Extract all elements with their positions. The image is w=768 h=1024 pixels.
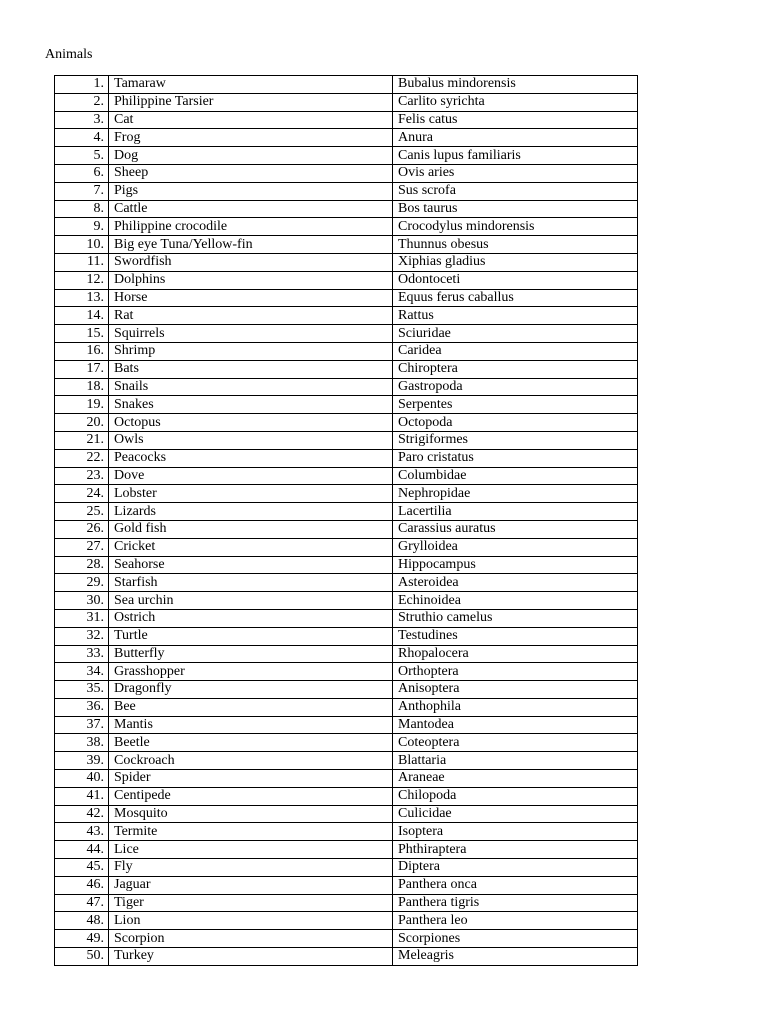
common-name-cell: Bee: [109, 698, 393, 716]
common-name-cell: Horse: [109, 289, 393, 307]
table-row: [55, 912, 638, 930]
common-name-cell: Rat: [109, 307, 393, 325]
row-number: 3.: [55, 111, 109, 129]
row-number: 28.: [55, 556, 109, 574]
common-name-cell: Tiger: [109, 894, 393, 912]
scientific-name-cell: Panthera leo: [393, 912, 638, 930]
row-number: 40.: [55, 770, 109, 788]
table-row: [55, 76, 638, 94]
table-row: [55, 734, 638, 752]
table-row: [55, 342, 638, 360]
scientific-name-cell: Sus scrofa: [393, 182, 638, 200]
common-name-cell: Lobster: [109, 485, 393, 503]
table-row: [55, 859, 638, 877]
scientific-name-cell: Blattaria: [393, 752, 638, 770]
scientific-name-cell: Asteroidea: [393, 574, 638, 592]
row-number: 48.: [55, 912, 109, 930]
row-number: 12.: [55, 271, 109, 289]
common-name-cell: Swordfish: [109, 253, 393, 271]
table-row: [55, 164, 638, 182]
row-number: 30.: [55, 592, 109, 610]
table-row: [55, 360, 638, 378]
table-row: [55, 894, 638, 912]
table-row: [55, 841, 638, 859]
table-row: [55, 485, 638, 503]
row-number: 50.: [55, 948, 109, 966]
table-row: [55, 538, 638, 556]
common-name-cell: Spider: [109, 770, 393, 788]
scientific-name-cell: Xiphias gladius: [393, 253, 638, 271]
scientific-name-cell: Nephropidae: [393, 485, 638, 503]
table-row: [55, 93, 638, 111]
common-name-cell: Butterfly: [109, 645, 393, 663]
table-row: [55, 378, 638, 396]
row-number: 6.: [55, 164, 109, 182]
scientific-name-cell: Columbidae: [393, 467, 638, 485]
scientific-name-cell: Gastropoda: [393, 378, 638, 396]
animals-table-body: [55, 76, 638, 966]
common-name-cell: Gold fish: [109, 520, 393, 538]
scientific-name-cell: Phthiraptera: [393, 841, 638, 859]
table-row: [55, 289, 638, 307]
scientific-name-cell: Felis catus: [393, 111, 638, 129]
common-name-cell: Fly: [109, 859, 393, 877]
common-name-cell: Lizards: [109, 503, 393, 521]
scientific-name-cell: Serpentes: [393, 396, 638, 414]
table-row: [55, 930, 638, 948]
row-number: 41.: [55, 787, 109, 805]
scientific-name-cell: Scorpiones: [393, 930, 638, 948]
table-row: [55, 698, 638, 716]
table-row: [55, 752, 638, 770]
row-number: 1.: [55, 76, 109, 94]
common-name-cell: Snakes: [109, 396, 393, 414]
row-number: 9.: [55, 218, 109, 236]
scientific-name-cell: Thunnus obesus: [393, 236, 638, 254]
common-name-cell: Pigs: [109, 182, 393, 200]
table-row: [55, 556, 638, 574]
row-number: 26.: [55, 520, 109, 538]
scientific-name-cell: Panthera onca: [393, 876, 638, 894]
scientific-name-cell: Caridea: [393, 342, 638, 360]
scientific-name-cell: Anura: [393, 129, 638, 147]
scientific-name-cell: Bubalus mindorensis: [393, 76, 638, 94]
table-row: [55, 271, 638, 289]
scientific-name-cell: Panthera tigris: [393, 894, 638, 912]
common-name-cell: Cat: [109, 111, 393, 129]
scientific-name-cell: Chiroptera: [393, 360, 638, 378]
row-number: 15.: [55, 325, 109, 343]
table-row: [55, 414, 638, 432]
table-row: [55, 503, 638, 521]
scientific-name-cell: Meleagris: [393, 948, 638, 966]
common-name-cell: Turkey: [109, 948, 393, 966]
common-name-cell: Turtle: [109, 627, 393, 645]
table-row: [55, 520, 638, 538]
row-number: 18.: [55, 378, 109, 396]
scientific-name-cell: Odontoceti: [393, 271, 638, 289]
row-number: 23.: [55, 467, 109, 485]
row-number: 19.: [55, 396, 109, 414]
row-number: 25.: [55, 503, 109, 521]
common-name-cell: Philippine crocodile: [109, 218, 393, 236]
table-row: [55, 681, 638, 699]
common-name-cell: Mosquito: [109, 805, 393, 823]
common-name-cell: Jaguar: [109, 876, 393, 894]
table-row: [55, 574, 638, 592]
common-name-cell: Cricket: [109, 538, 393, 556]
row-number: 2.: [55, 93, 109, 111]
row-number: 47.: [55, 894, 109, 912]
common-name-cell: Sea urchin: [109, 592, 393, 610]
table-row: [55, 431, 638, 449]
scientific-name-cell: Struthio camelus: [393, 609, 638, 627]
common-name-cell: Philippine Tarsier: [109, 93, 393, 111]
common-name-cell: Termite: [109, 823, 393, 841]
row-number: 33.: [55, 645, 109, 663]
row-number: 11.: [55, 253, 109, 271]
table-row: [55, 147, 638, 165]
table-row: [55, 307, 638, 325]
scientific-name-cell: Ovis aries: [393, 164, 638, 182]
scientific-name-cell: Araneae: [393, 770, 638, 788]
row-number: 24.: [55, 485, 109, 503]
common-name-cell: Tamaraw: [109, 76, 393, 94]
common-name-cell: Shrimp: [109, 342, 393, 360]
scientific-name-cell: Equus ferus caballus: [393, 289, 638, 307]
scientific-name-cell: Culicidae: [393, 805, 638, 823]
scientific-name-cell: Isoptera: [393, 823, 638, 841]
common-name-cell: Cattle: [109, 200, 393, 218]
row-number: 20.: [55, 414, 109, 432]
table-row: [55, 325, 638, 343]
common-name-cell: Cockroach: [109, 752, 393, 770]
row-number: 14.: [55, 307, 109, 325]
scientific-name-cell: Testudines: [393, 627, 638, 645]
common-name-cell: Lion: [109, 912, 393, 930]
row-number: 27.: [55, 538, 109, 556]
table-row: [55, 876, 638, 894]
common-name-cell: Dog: [109, 147, 393, 165]
row-number: 4.: [55, 129, 109, 147]
row-number: 13.: [55, 289, 109, 307]
scientific-name-cell: Crocodylus mindorensis: [393, 218, 638, 236]
scientific-name-cell: Paro cristatus: [393, 449, 638, 467]
scientific-name-cell: Carlito syrichta: [393, 93, 638, 111]
row-number: 42.: [55, 805, 109, 823]
table-row: [55, 200, 638, 218]
row-number: 49.: [55, 930, 109, 948]
row-number: 36.: [55, 698, 109, 716]
table-row: [55, 396, 638, 414]
common-name-cell: Owls: [109, 431, 393, 449]
common-name-cell: Frog: [109, 129, 393, 147]
common-name-cell: Dove: [109, 467, 393, 485]
common-name-cell: Lice: [109, 841, 393, 859]
table-row: [55, 129, 638, 147]
row-number: 38.: [55, 734, 109, 752]
scientific-name-cell: Octopoda: [393, 414, 638, 432]
table-row: [55, 787, 638, 805]
row-number: 10.: [55, 236, 109, 254]
scientific-name-cell: Lacertilia: [393, 503, 638, 521]
scientific-name-cell: Diptera: [393, 859, 638, 877]
common-name-cell: Dragonfly: [109, 681, 393, 699]
row-number: 5.: [55, 147, 109, 165]
table-row: [55, 663, 638, 681]
row-number: 45.: [55, 859, 109, 877]
scientific-name-cell: Coteoptera: [393, 734, 638, 752]
row-number: 37.: [55, 716, 109, 734]
common-name-cell: Scorpion: [109, 930, 393, 948]
row-number: 35.: [55, 681, 109, 699]
common-name-cell: Grasshopper: [109, 663, 393, 681]
row-number: 16.: [55, 342, 109, 360]
row-number: 8.: [55, 200, 109, 218]
row-number: 29.: [55, 574, 109, 592]
scientific-name-cell: Chilopoda: [393, 787, 638, 805]
row-number: 31.: [55, 609, 109, 627]
table-row: [55, 449, 638, 467]
scientific-name-cell: Rhopalocera: [393, 645, 638, 663]
common-name-cell: Squirrels: [109, 325, 393, 343]
scientific-name-cell: Carassius auratus: [393, 520, 638, 538]
common-name-cell: Bats: [109, 360, 393, 378]
table-row: [55, 236, 638, 254]
table-row: [55, 716, 638, 734]
table-row: [55, 948, 638, 966]
table-row: [55, 805, 638, 823]
table-row: [55, 592, 638, 610]
table-row: [55, 467, 638, 485]
common-name-cell: Octopus: [109, 414, 393, 432]
row-number: 44.: [55, 841, 109, 859]
scientific-name-cell: Anthophila: [393, 698, 638, 716]
table-row: [55, 111, 638, 129]
common-name-cell: Ostrich: [109, 609, 393, 627]
row-number: 46.: [55, 876, 109, 894]
row-number: 22.: [55, 449, 109, 467]
row-number: 39.: [55, 752, 109, 770]
table-row: [55, 609, 638, 627]
table-row: [55, 218, 638, 236]
table-row: [55, 182, 638, 200]
common-name-cell: Seahorse: [109, 556, 393, 574]
common-name-cell: Peacocks: [109, 449, 393, 467]
common-name-cell: Dolphins: [109, 271, 393, 289]
scientific-name-cell: Anisoptera: [393, 681, 638, 699]
table-row: [55, 253, 638, 271]
common-name-cell: Big eye Tuna/Yellow-fin: [109, 236, 393, 254]
common-name-cell: Snails: [109, 378, 393, 396]
scientific-name-cell: Orthoptera: [393, 663, 638, 681]
table-row: [55, 770, 638, 788]
common-name-cell: Sheep: [109, 164, 393, 182]
common-name-cell: Mantis: [109, 716, 393, 734]
scientific-name-cell: Canis lupus familiaris: [393, 147, 638, 165]
common-name-cell: Starfish: [109, 574, 393, 592]
scientific-name-cell: Mantodea: [393, 716, 638, 734]
scientific-name-cell: Sciuridae: [393, 325, 638, 343]
page-title: Animals: [45, 47, 93, 62]
row-number: 21.: [55, 431, 109, 449]
row-number: 7.: [55, 182, 109, 200]
row-number: 34.: [55, 663, 109, 681]
animals-table: [54, 75, 638, 966]
scientific-name-cell: Hippocampus: [393, 556, 638, 574]
common-name-cell: Beetle: [109, 734, 393, 752]
row-number: 17.: [55, 360, 109, 378]
scientific-name-cell: Echinoidea: [393, 592, 638, 610]
scientific-name-cell: Grylloidea: [393, 538, 638, 556]
common-name-cell: Centipede: [109, 787, 393, 805]
scientific-name-cell: Rattus: [393, 307, 638, 325]
table-row: [55, 645, 638, 663]
scientific-name-cell: Bos taurus: [393, 200, 638, 218]
row-number: 43.: [55, 823, 109, 841]
scientific-name-cell: Strigiformes: [393, 431, 638, 449]
row-number: 32.: [55, 627, 109, 645]
table-row: [55, 823, 638, 841]
table-row: [55, 627, 638, 645]
